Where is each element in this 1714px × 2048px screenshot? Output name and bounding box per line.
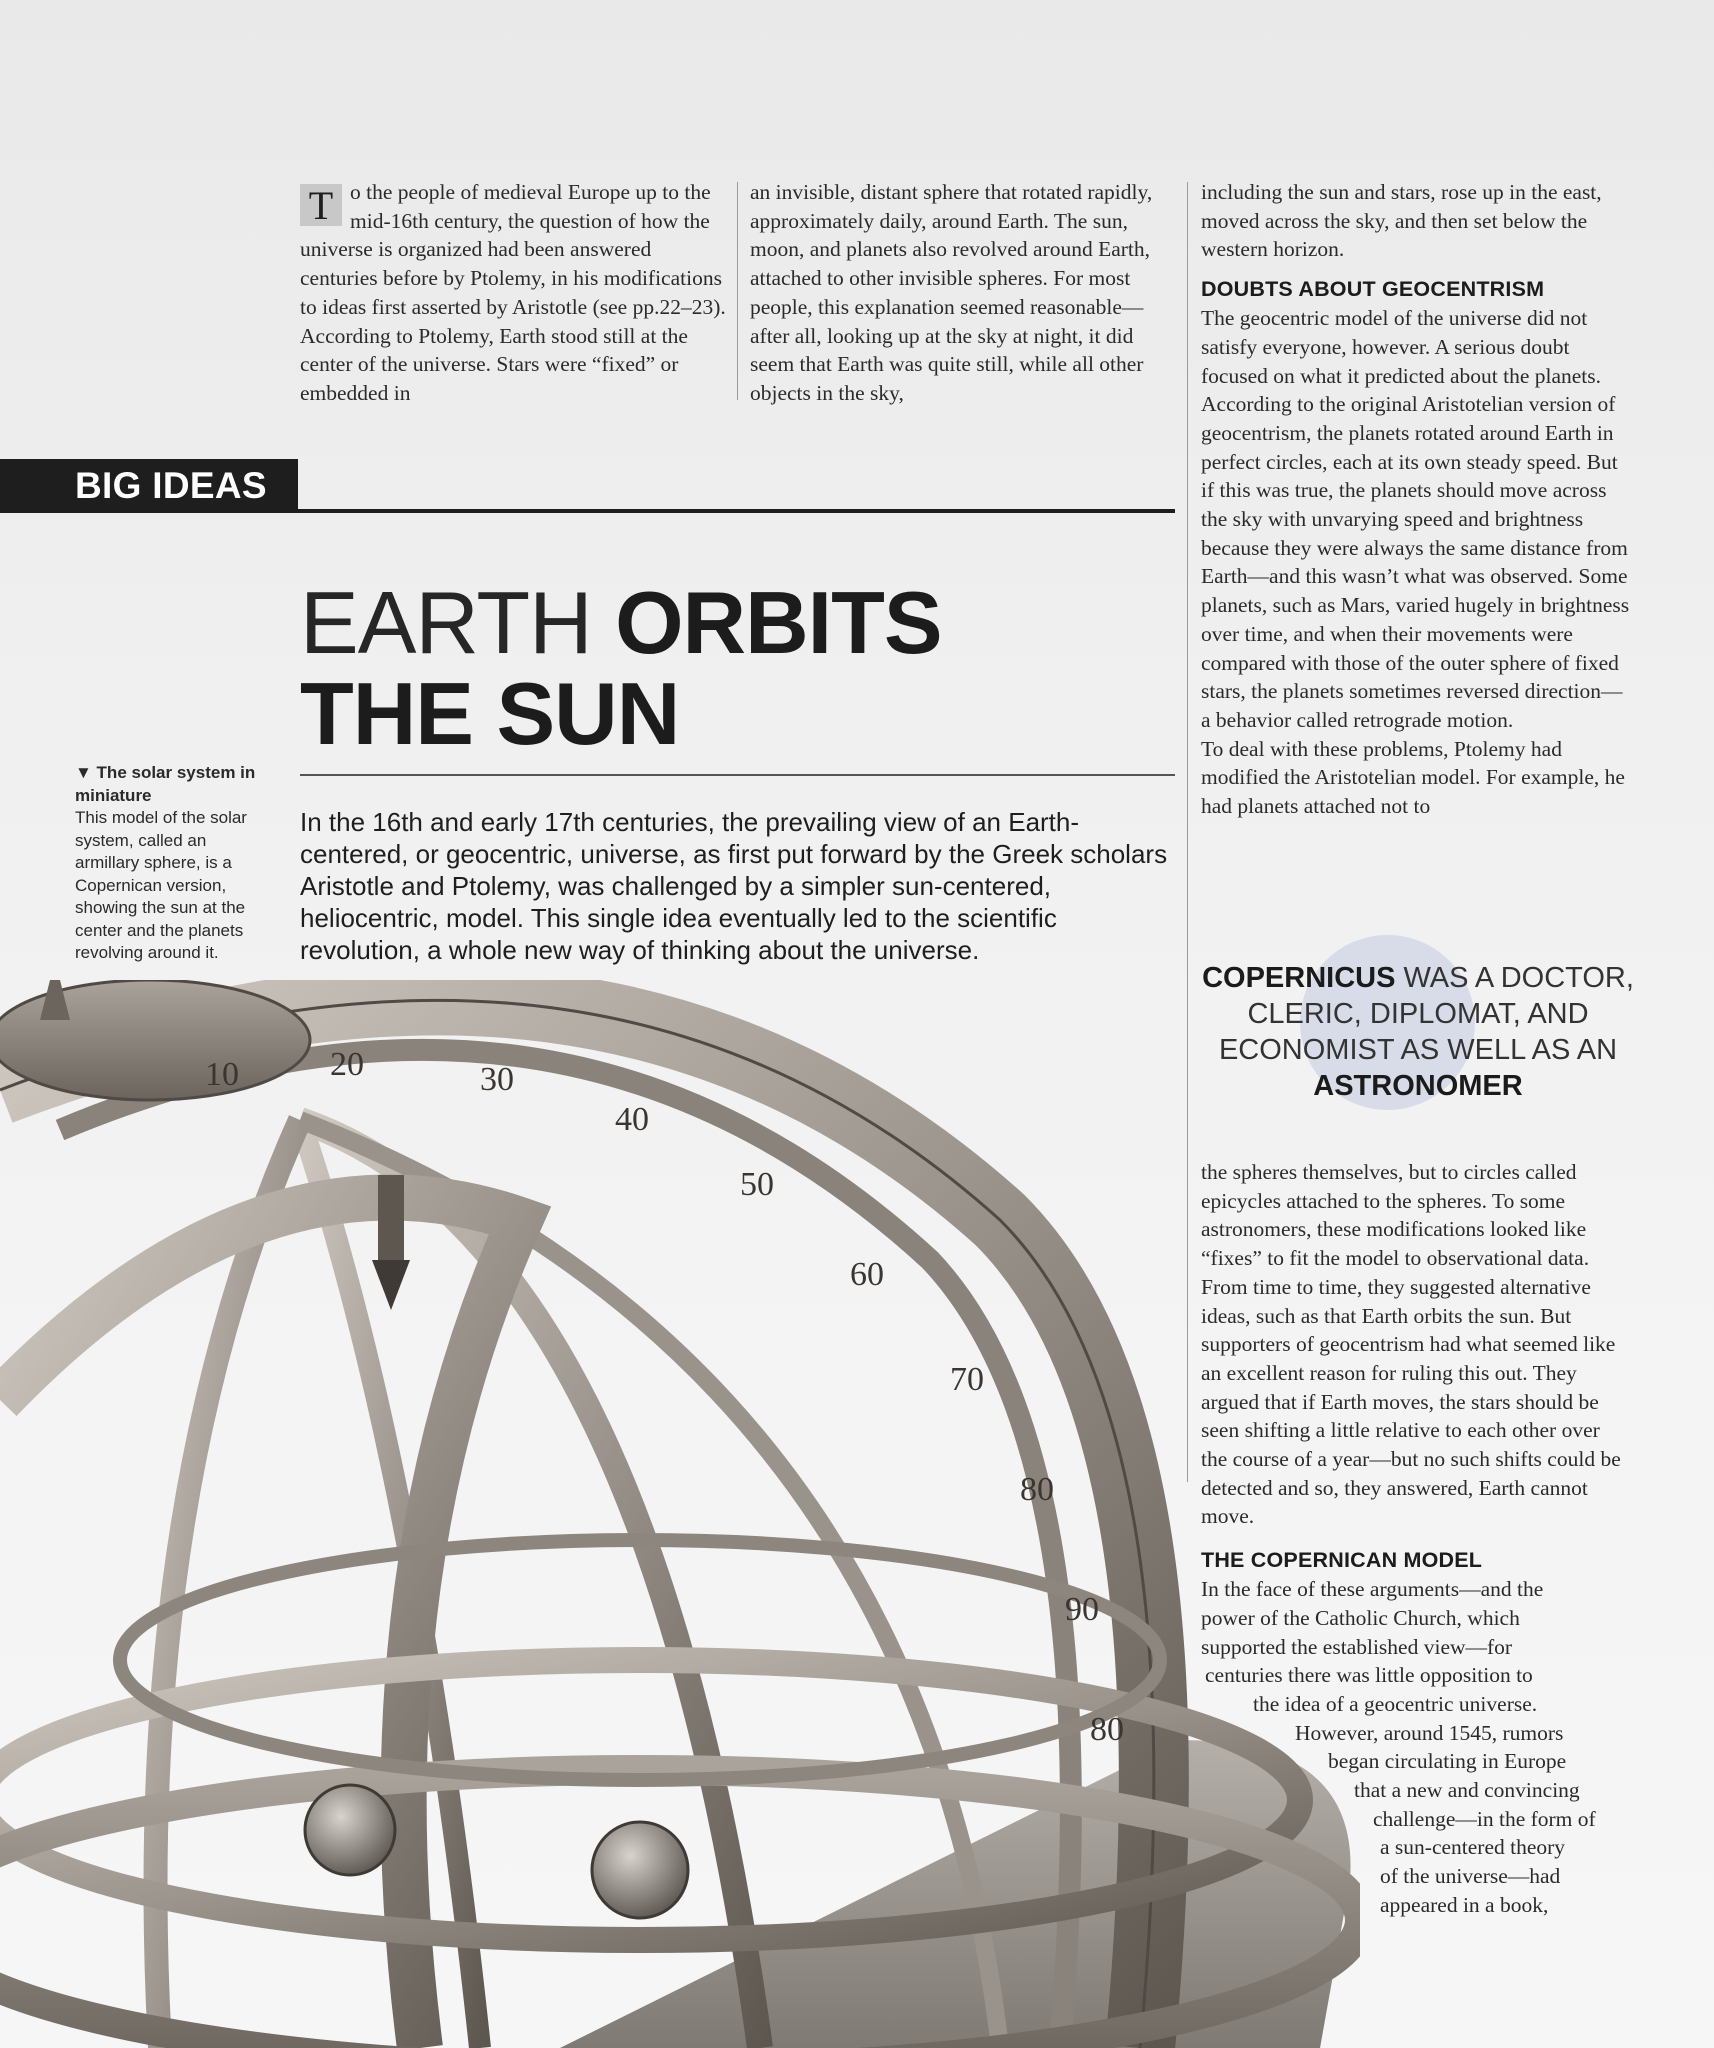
drop-cap: T <box>300 184 342 226</box>
text-line: centuries there was little opposition to <box>1205 1663 1533 1688</box>
pullquote-bold-1: COPERNICUS <box>1202 962 1396 994</box>
body-column-2 <box>750 178 1170 408</box>
scale-number: 20 <box>330 1046 364 1083</box>
column-2-text: an invisible, distant sphere that rotated rapidly, approximately daily, around Earth. The sun, moon, and planets also revolved around Earth, attached to other invisible spheres. For most people, this explanation seemed reasonable—after all, looking up at the sky at night, it did seem that Earth was quite still, while all other objects in the sky, <box>750 180 1153 405</box>
column-3-para-2: To deal with these problems, Ptolemy had modified the Aristotelian model. For example, he had planets attached not to <box>1201 736 1625 819</box>
scale-number: 40 <box>615 1101 649 1138</box>
column-divider <box>737 182 738 400</box>
body-column-3 <box>1201 178 1631 821</box>
column-3-lead: including the sun and stars, rose up in the east, moved across the sky, and then set below the western horizon. <box>1201 180 1602 262</box>
scale-number: 80 <box>1090 1711 1124 1748</box>
text-line: the idea of a geocentric universe. <box>1253 1691 1538 1716</box>
text-line: of the universe—had <box>1380 1864 1561 1889</box>
caption-text: This model of the solar system, called an armillary sphere, is a Copernican version, showing the sun at the center and the planets revolving around it. <box>75 808 247 962</box>
pull-quote <box>1195 960 1641 1104</box>
pullquote-light: WAS A DOCTOR, CLERIC, DIPLOMAT, AND ECONOMIST AS WELL AS AN <box>1218 962 1634 1066</box>
title-light: EARTH <box>300 573 592 672</box>
scale-number: 90 <box>1065 1591 1099 1628</box>
page-title <box>300 573 942 763</box>
text-line: However, around 1545, rumors <box>1295 1720 1564 1745</box>
pullquote-bold-2: ASTRONOMER <box>1313 1070 1523 1102</box>
scale-number: 50 <box>740 1166 774 1203</box>
scale-number: 30 <box>480 1061 514 1098</box>
caption-title: ▼ The solar system in miniature <box>75 763 256 805</box>
body-column-3-continued <box>1201 1158 1631 1920</box>
subhead-doubts: DOUBTS ABOUT GEOCENTRISM <box>1201 277 1545 302</box>
text-line: power of the Catholic Church, which <box>1201 1605 1520 1630</box>
text-line: that a new and convincing <box>1354 1778 1580 1803</box>
scale-number: 80 <box>1020 1471 1054 1508</box>
body-column-1 <box>300 178 728 408</box>
section-banner: BIG IDEAS <box>0 459 298 513</box>
text-line: a sun-centered theory <box>1380 1835 1566 1860</box>
intro-standfirst: In the 16th and early 17th centuries, the prevailing view of an Earth-centered, or geocentric, universe, as first put forward by the Greek scholars Aristotle and Ptolemy, was challenged by a simpler sun-centered, heliocentric, model. This single idea eventually led to the scientific revolution, a whole new way of thinking about the universe. <box>300 807 1168 965</box>
column-divider <box>1187 182 1188 1482</box>
scale-number: 60 <box>850 1256 884 1293</box>
column-1-text: o the people of medieval Europe up to the mid-16th century, the question of how the universe is organized had been answered centuries before by Ptolemy, in his modifications to ideas first asserted by Aristotle (see pp.22–23). According to Ptolemy, Earth stood still at the center of the universe. Stars were “fixed” or embedded in <box>300 180 726 405</box>
title-bold-2: THE SUN <box>300 664 680 763</box>
text-line: appeared in a book, <box>1380 1892 1549 1917</box>
subhead-copernican: THE COPERNICAN MODEL <box>1201 1548 1483 1573</box>
column-3-para-1: The geocentric model of the universe did not satisfy everyone, however. A serious doubt focused on what it predicted about the planets. According to the original Aristotelian version of geocentrism, the planets rotated around Earth in perfect circles, each at its own steady speed. But if this was true, the planets should move across the sky with unvarying speed and brightness because they were always the same distance from Earth—and this wasn’t what was observed. Some planets, such as Mars, varied hugely in brightness over time, and when their movements were compared with those of the outer sphere of fixed stars, the planets sometimes reversed direction—a behavior called retrograde motion. <box>1201 306 1630 732</box>
title-rule-bottom <box>300 774 1175 776</box>
scale-number: 10 <box>205 1056 239 1093</box>
title-bold-1: ORBITS <box>615 573 942 672</box>
text-line: supported the established view—for <box>1201 1634 1513 1659</box>
title-rule-top <box>298 509 1175 513</box>
text-line: In the face of these arguments—and the <box>1201 1577 1544 1602</box>
column-3b-para-1: the spheres themselves, but to circles called epicycles attached to the spheres. To some astronomers, these modifications looked like “fixes” to fit the model to observational data. From time to time, they suggested alternative ideas, such as that Earth orbits the sun. But supporters of geocentrism had what seemed like an excellent reason for ruling this out. They argued that if Earth moves, the stars should be seen shifting a little relative to each other over the course of a year—but no such shifts could be detected and so, they answered, Earth cannot move. <box>1201 1160 1621 1529</box>
scale-number: 70 <box>950 1361 984 1398</box>
armillary-sphere-image <box>0 980 1360 2048</box>
column-3b-para-2 <box>1201 1575 1631 1919</box>
text-line: challenge—in the form of <box>1373 1806 1596 1831</box>
image-caption <box>75 762 275 965</box>
text-line: began circulating in Europe <box>1328 1749 1567 1774</box>
